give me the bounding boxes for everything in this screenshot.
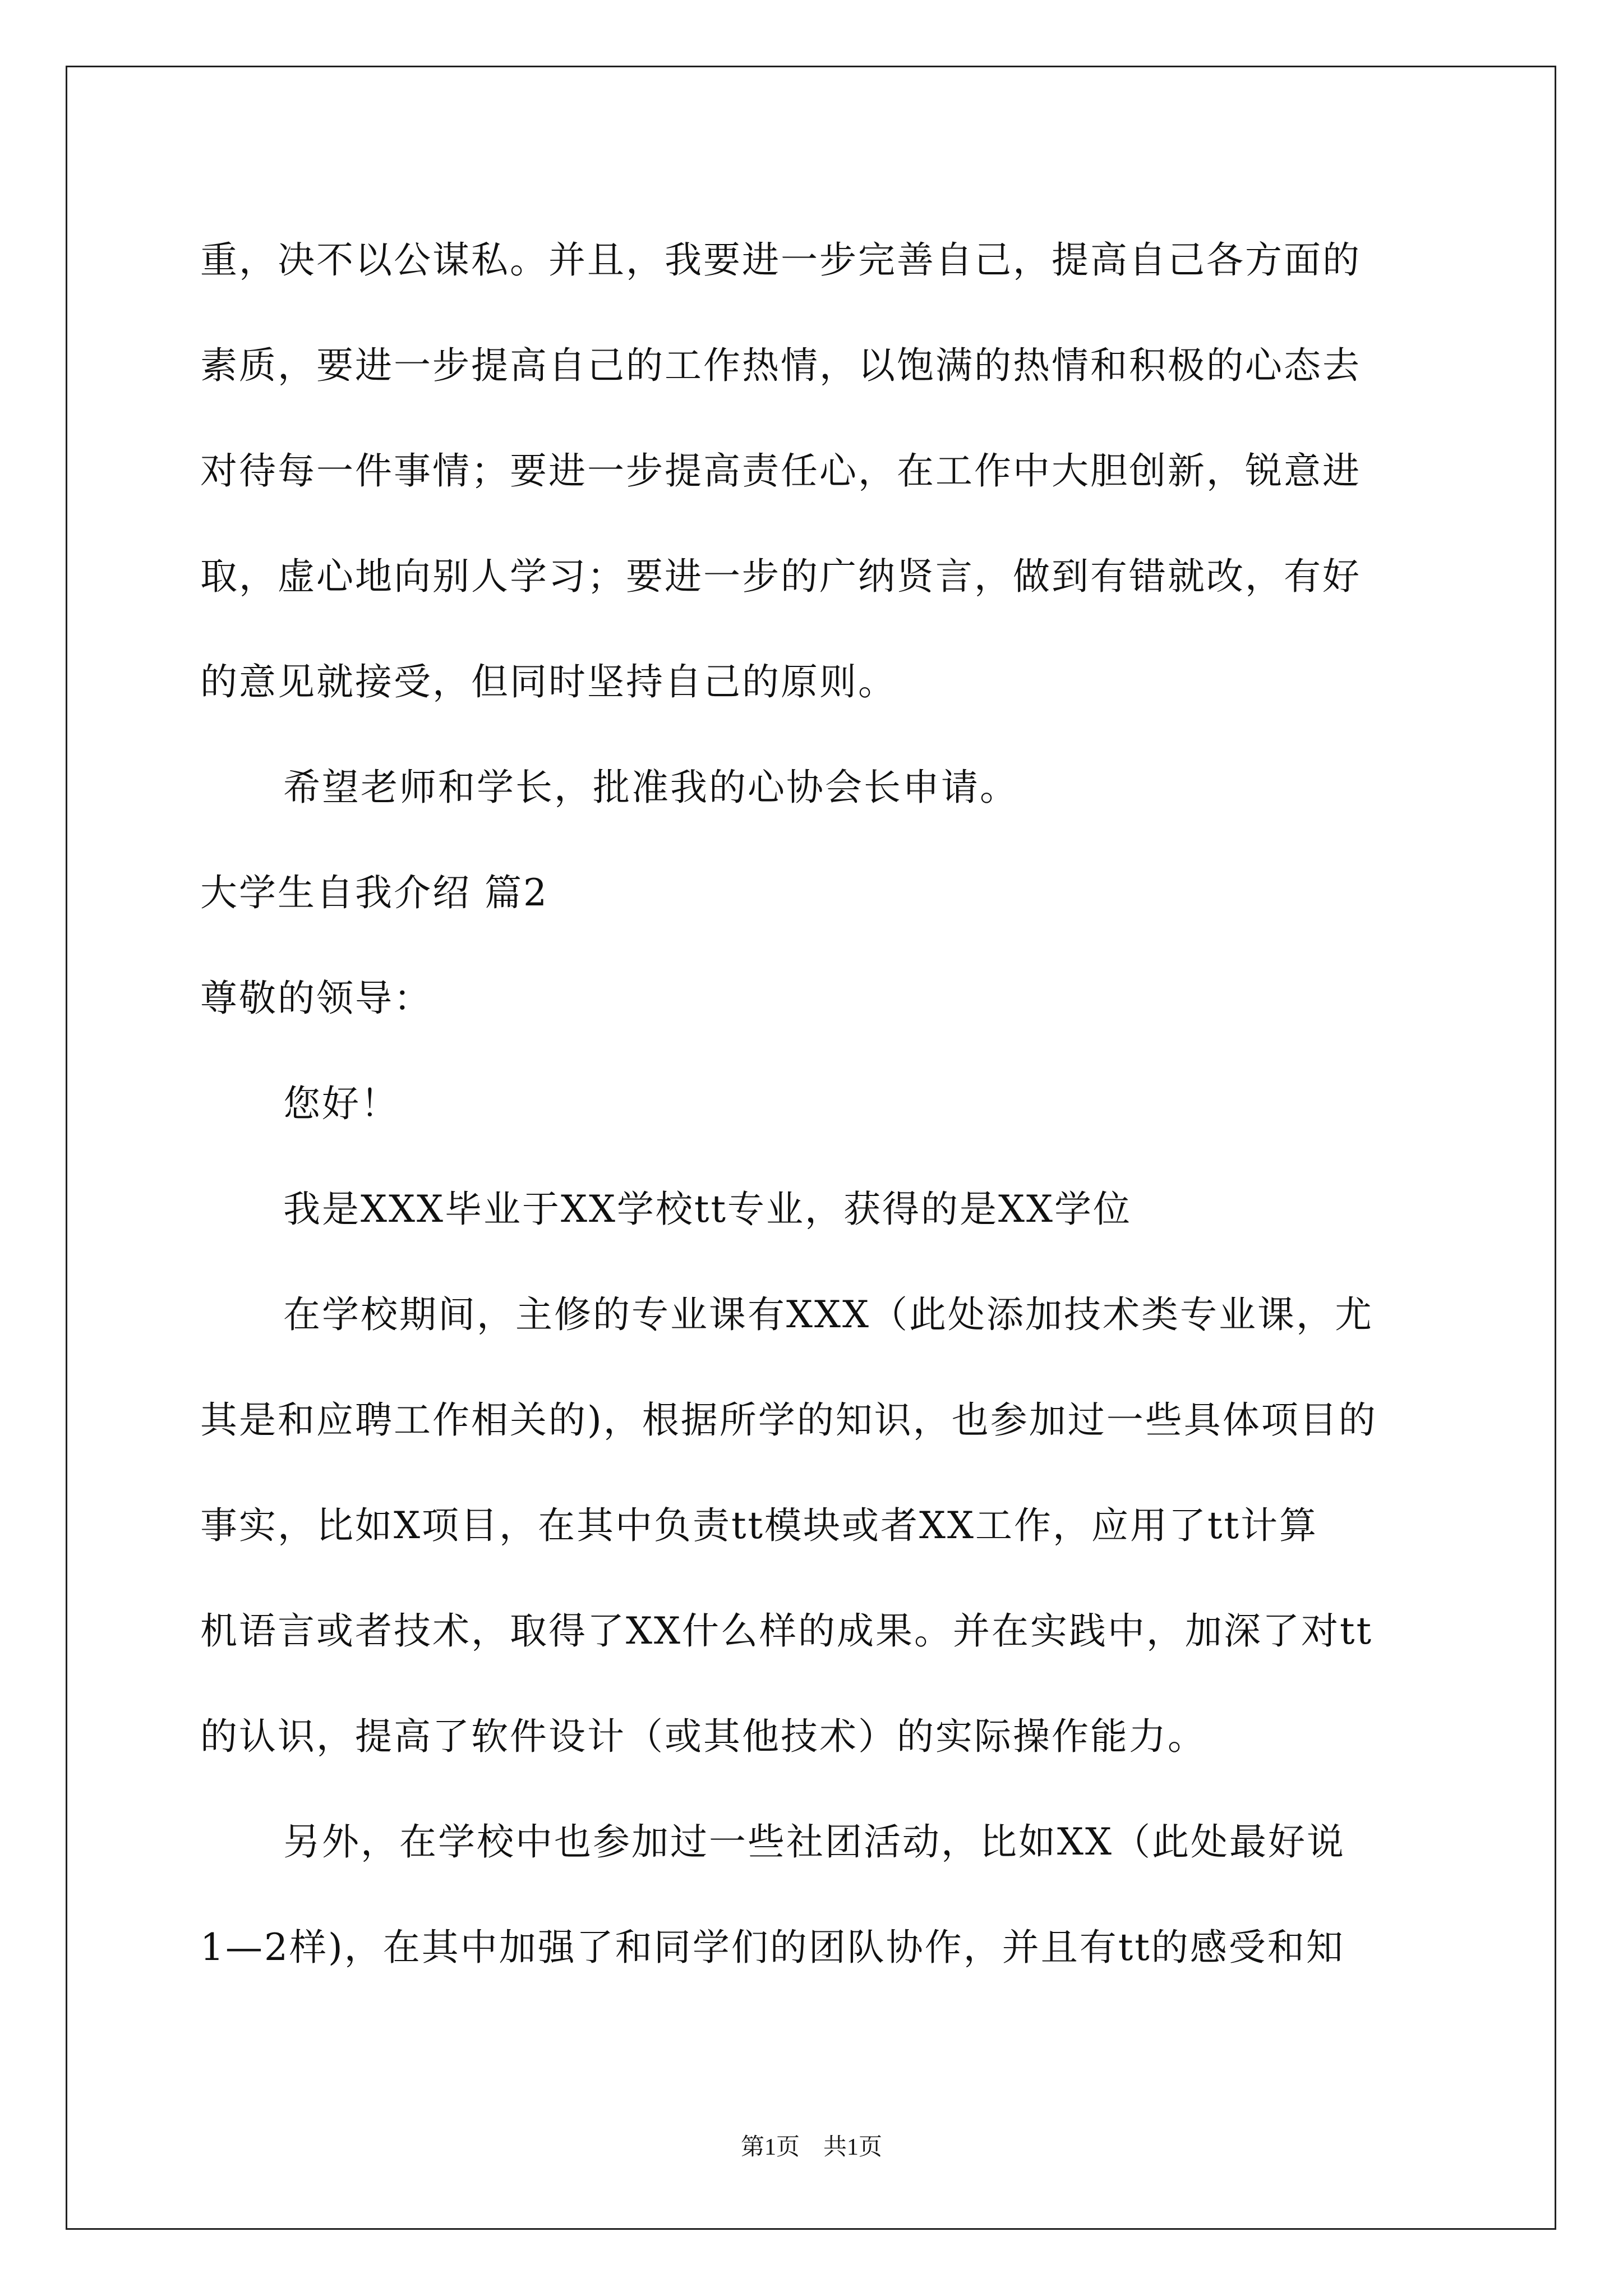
paragraph-line: 重，决不以公谋私。并且，我要进一步完善自己，提高自己各方面的 [200, 238, 1361, 282]
paragraph-line: 取，虚心地向别人学习；要进一步的广纳贤言，做到有错就改，有好 [200, 555, 1361, 598]
document-body [200, 208, 1434, 2000]
paragraph-line: 另外，在学校中也参加过一些社团活动，比如XX（此处最好说 [283, 1820, 1345, 1864]
paragraph-line: 的意见就接受，但同时坚持自己的原则。 [200, 660, 897, 703]
greeting: 您好！ [283, 1082, 399, 1125]
paragraph-line: 我是XXX毕业于XX学校tt专业，获得的是XX学位 [283, 1188, 1132, 1231]
paragraph-line: 机语言或者技术，取得了XX什么样的成果。并在实践中，加深了对tt [200, 1609, 1373, 1653]
paragraph-line: 的认识，提高了软件设计（或其他技术）的实际操作能力。 [200, 1715, 1206, 1758]
section-heading: 大学生自我介绍 篇2 [200, 871, 548, 914]
paragraph-line: 1—2样)，在其中加强了和同学们的团队协作，并且有tt的感受和知 [200, 1926, 1345, 1969]
paragraph-line: 事实，比如X项目，在其中负责tt模块或者XX工作，应用了tt计算 [200, 1504, 1318, 1547]
paragraph-line: 其是和应聘工作相关的)，根据所学的知识，也参加过一些具体项目的 [200, 1398, 1377, 1442]
salutation: 尊敬的领导： [200, 977, 432, 1020]
page-number-footer: 第1页 共1页 [740, 2134, 882, 2160]
paragraph-line: 在学校期间，主修的专业课有XXX（此处添加技术类专业课，尤 [283, 1293, 1373, 1336]
paragraph-line: 对待每一件事情；要进一步提高责任心，在工作中大胆创新，锐意进 [200, 449, 1361, 493]
paragraph-line: 希望老师和学长，批准我的心协会长申请。 [283, 766, 1018, 809]
paragraph-line: 素质，要进一步提高自己的工作热情，以饱满的热情和积极的心态去 [200, 344, 1361, 387]
